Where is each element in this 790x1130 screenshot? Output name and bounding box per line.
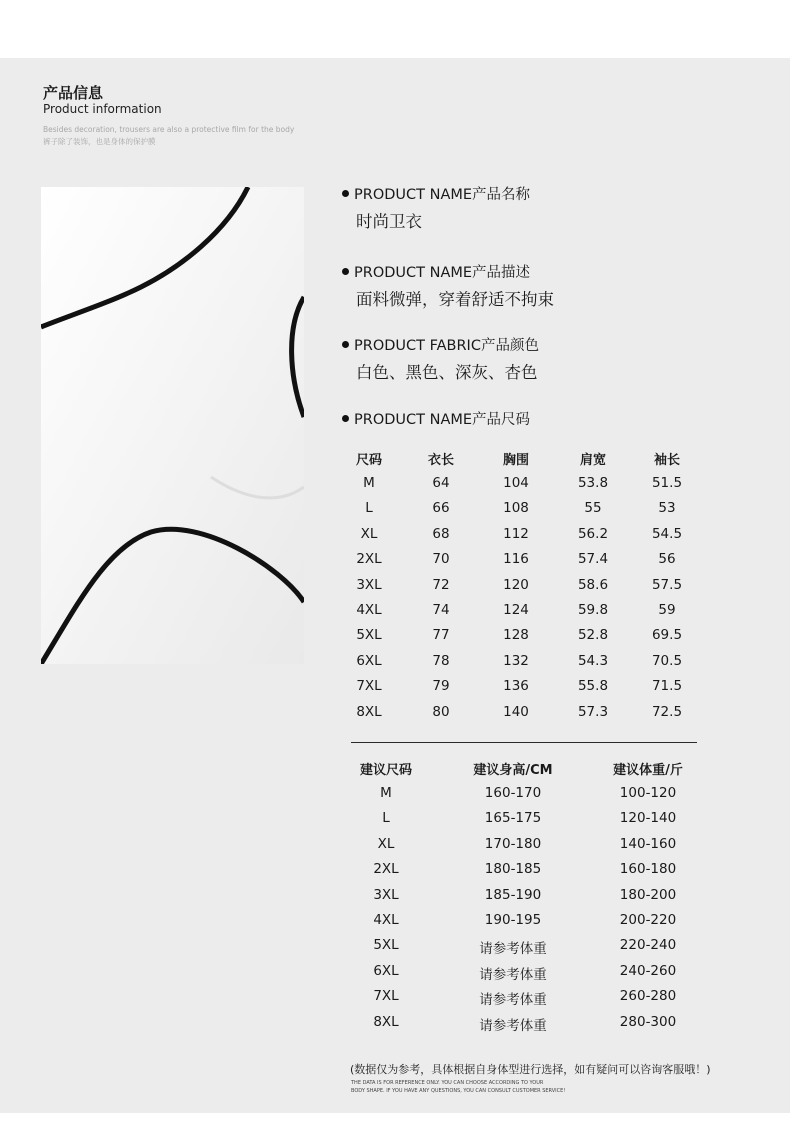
size-table-cell: 6XL [356,652,382,669]
recommendation-table-cell: 165-175 [484,810,542,827]
size-table-header-cell: 袖长 [653,453,681,468]
reference-note-english-1: THE DATA IS FOR REFERENCE ONLY. YOU CAN CHOOSE ACCORDING TO YOUR [351,1080,544,1086]
size-table-cell: 74 [432,602,450,618]
size-table-header-cell: 肩宽 [579,453,607,468]
size-table-cell: 68 [432,525,450,542]
bullet-dot [342,415,349,422]
size-table-cell: 69.5 [651,627,683,644]
recommendation-table-cell: 190-195 [484,912,542,928]
product-description-section [342,264,554,310]
size-table-cell: 116 [503,551,529,568]
size-table-cell: 59.8 [577,602,609,618]
bullet-dot [342,341,349,348]
size-table-cell: 53 [658,500,676,517]
recommendation-table-cell: 220-240 [619,937,677,954]
tagline-english: Besides decoration, trousers are also a protective film for the body [43,125,295,134]
reference-note: (数据仅为参考，具体根据自身体型进行选择，如有疑问可以咨询客服哦！) [350,1063,711,1076]
size-table-cell: 104 [503,475,529,491]
product-name-section [342,186,530,232]
recommendation-table-cell: 200-220 [619,912,677,928]
recommendation-table-cell: 160-180 [619,861,677,878]
size-table-cell: XL [360,525,378,542]
recommendation-table-cell: 请参考体重 [479,1017,547,1034]
size-table-cell: 128 [503,627,529,644]
fabric-closeup-image [41,187,304,664]
size-table-cell: 66 [432,500,450,517]
recommendation-table-cell: 请参考体重 [479,941,547,958]
size-table-cell: 54.3 [577,652,609,669]
recommendation-table-cell: 2XL [373,861,399,878]
size-table-cell: 136 [503,678,529,695]
recommendation-table-cell: 240-260 [619,962,677,979]
recommendation-table-cell: 280-300 [619,1013,677,1030]
recommendation-table-cell: 185-190 [484,886,542,903]
recommendation-table-cell: 180-185 [484,861,542,878]
size-table-cell: 57.4 [577,551,609,568]
size-table-cell: 56 [658,551,676,568]
size-table-cell: 53.8 [577,475,609,491]
size-table-header-cell: 衣长 [427,453,455,468]
product-name-heading: PRODUCT NAME产品名称 [354,187,531,203]
size-table-cell: M [363,475,375,491]
recommendation-table-cell: 170-180 [484,835,542,852]
recommendation-table-cell: L [382,810,390,827]
recommendation-table-cell: 120-140 [619,810,677,827]
recommendation-table-cell: 260-280 [619,988,677,1005]
size-table-cell: 4XL [356,602,382,618]
recommendation-table-cell: 3XL [373,886,399,903]
recommendation-table-cell: M [380,785,392,801]
product-size-heading: PRODUCT NAME产品尺码 [354,412,531,428]
size-table-cell: 58.6 [577,576,609,593]
size-table-cell: 59 [658,602,676,618]
size-table-cell: 8XL [356,703,382,720]
size-table-cell: 124 [503,602,529,618]
recommendation-table-cell: 8XL [373,1013,399,1030]
product-description-value: 面料微弹，穿着舒适不拘束 [356,290,554,309]
recommendation-table-header-cell: 建议体重/斤 [613,763,683,778]
size-table-cell: 108 [503,500,529,517]
recommendation-table-cell: 6XL [373,962,399,979]
section-title: 产品信息 [43,84,104,102]
size-table-cell: 71.5 [651,678,683,695]
tagline-chinese: 裤子除了装饰，也是身体的保护膜 [43,137,156,146]
product-color-value: 白色、黑色、深灰、杏色 [356,363,538,382]
recommendation-table-cell: 4XL [373,912,399,928]
recommendation-table-header-cell: 建议尺码 [359,763,413,778]
size-table-cell: 72.5 [651,703,683,720]
recommendation-table-cell: 请参考体重 [479,992,547,1009]
size-table-cell: 77 [432,627,450,644]
size-table-cell: 56.2 [577,525,609,542]
recommendation-table-cell: 5XL [373,937,399,954]
table-divider [351,742,697,743]
recommendation-table-cell: 100-120 [619,785,677,801]
size-table-cell: 120 [503,576,529,593]
size-table-cell: 78 [432,652,450,669]
size-table-cell: 112 [503,525,529,542]
size-table-cell: 72 [432,576,450,593]
size-table-cell: 140 [503,703,529,720]
size-table-header-cell: 胸围 [502,453,530,468]
size-table-cell: 5XL [356,627,382,644]
bullet-dot [342,268,349,275]
size-table-cell: 7XL [356,678,382,695]
recommendation-table-cell: 请参考体重 [479,966,547,983]
product-size-section [342,411,530,429]
size-table-cell: 70 [432,551,450,568]
bullet-dot [342,190,349,197]
recommendation-table-cell: 180-200 [619,886,677,903]
size-table-cell: 70.5 [651,652,683,669]
reference-note-english-2: BODY SHAPE. IF YOU HAVE ANY QUESTIONS, YOU CAN CONSULT CUSTOMER SERVICE! [351,1088,566,1094]
product-description-heading: PRODUCT NAME产品描述 [354,265,531,281]
size-table-cell: 55.8 [577,678,609,695]
size-table-cell: 2XL [356,551,382,568]
size-table-cell: 64 [432,475,450,491]
recommendation-table-cell: 140-160 [619,835,677,852]
size-table-cell: 3XL [356,576,382,593]
section-subtitle: Product information [43,102,162,116]
product-color-section [342,337,539,383]
size-table-header-cell: 尺码 [355,453,383,468]
recommendation-table-header-cell: 建议身高/CM [473,763,553,778]
product-color-heading: PRODUCT FABRIC产品颜色 [354,338,539,354]
recommendation-table-cell: XL [377,835,395,852]
product-fabric-photo [41,187,304,664]
size-table-cell: 55 [584,500,602,517]
size-table-cell: 54.5 [651,525,683,542]
recommendation-table-cell: 160-170 [484,785,542,801]
recommendation-table-cell: 7XL [373,988,399,1005]
size-table-cell: 80 [432,703,450,720]
product-name-value: 时尚卫衣 [356,212,422,231]
size-table-cell: 57.3 [577,703,609,720]
size-table-cell: 57.5 [651,576,683,593]
size-table-cell: 52.8 [577,627,609,644]
size-table-cell: L [365,500,373,517]
size-table-cell: 79 [432,678,450,695]
size-table-cell: 132 [503,652,529,669]
size-table-cell: 51.5 [651,475,683,491]
